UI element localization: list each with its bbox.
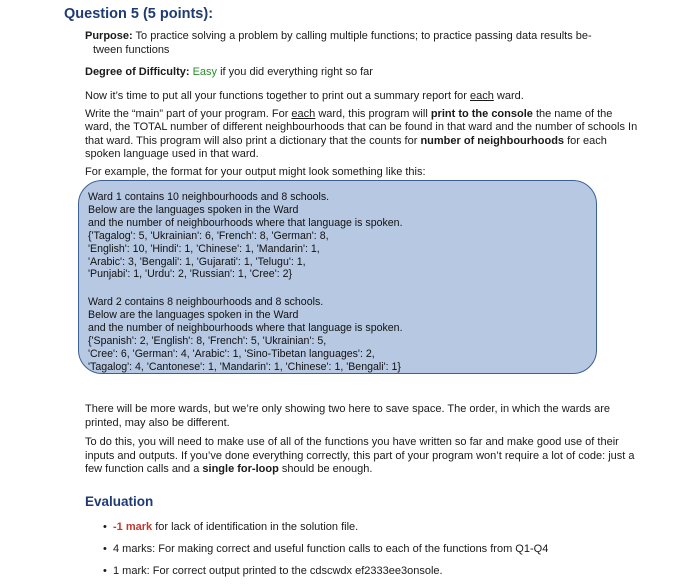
purpose-label: Purpose: — [85, 30, 133, 42]
intro-p1-underline: each — [469, 90, 494, 102]
purpose-text-2: tween functions — [93, 43, 170, 56]
bullet-icon: • — [103, 521, 107, 533]
output-line: Below are the languages spoken in the Ward — [88, 309, 299, 322]
note-p2-bold: single for-loop — [202, 463, 279, 476]
output-line: 'Punjabi': 1, 'Urdu': 2, 'Russian': 1, 'Cree': 2} — [88, 268, 293, 281]
output-line: 'Cree': 6, 'German': 4, 'Arabic': 1, 'Sino-Tibetan languages': 2, — [88, 347, 375, 360]
evaluation-item-text: for lack of identification in the solution file. — [152, 521, 359, 533]
penalty-marks: -1 mark — [113, 521, 153, 533]
purpose-text-1: To practice solving a problem by calling multiple functions; to practice passing data results be- — [135, 30, 592, 42]
intro-p2-underline: each — [291, 107, 316, 120]
output-line: 'Arabic': 3, 'Bengali': 1, 'Gujarati': 1, 'Telugu': 1, — [88, 255, 306, 268]
difficulty-level: Easy — [192, 66, 218, 78]
intro-paragraph-3: For example, the format for your output might look something like this: — [85, 165, 426, 178]
evaluation-item — [103, 543, 643, 565]
ward-1-output — [88, 191, 582, 281]
intro-p2-text-b: ward, this program will — [315, 107, 431, 120]
output-line: 'English': 10, 'Hindi': 1, 'Chinese': 1, 'Mandarin': 1, — [88, 242, 320, 255]
example-output-box — [78, 180, 597, 374]
bullet-icon: • — [103, 565, 107, 577]
output-line: Ward 1 contains 10 neighbourhoods and 8 schools. — [88, 191, 330, 203]
intro-p2-text: Write the “main” part of your program. For — [85, 107, 292, 120]
intro-paragraph-1 — [85, 90, 640, 104]
output-line: and the number of neighbourhoods where that language is spoken. — [88, 322, 403, 335]
intro-p2-bold-1: print to the console — [430, 107, 533, 120]
output-line: and the number of neighbourhoods where that language is spoken. — [88, 216, 403, 229]
evaluation-list — [103, 521, 643, 587]
evaluation-item-text: 4 marks: For making correct and useful function calls to each of the functions from Q1-Q4 — [113, 543, 549, 555]
ward-2-output — [88, 296, 582, 373]
output-line: {'Tagalog': 5, 'Ukrainian': 6, 'French': 8, 'German': 8, — [88, 229, 329, 242]
difficulty-rest: if you did everything right so far — [220, 66, 373, 78]
intro-p1-text: Now it’s time to put all your functions together to print out a summary report for — [85, 90, 470, 102]
output-line: 'Tagalog': 4, 'Cantonese': 1, 'Mandarin': 1, 'Chinese': 1, 'Bengali': 1} — [88, 360, 401, 373]
note-paragraph-2 — [85, 436, 640, 477]
intro-p2-text-c: the name of the ward, the TOTAL number of different neighbourhoods that can be found in that ward and the number of schools In that ward. This program will also print a dictionary that the counts for — [85, 107, 638, 147]
note-p2-end: should be enough. — [278, 463, 373, 476]
output-line: Below are the languages spoken in the Ward — [88, 203, 299, 216]
closing-notes — [85, 403, 640, 483]
instructions — [85, 90, 640, 184]
intro-p2-text-d: for each spoken language used in that ward. — [85, 134, 607, 161]
difficulty-section — [85, 66, 640, 80]
output-line: {'Spanish': 2, 'English': 8, 'French': 5, 'Ukrainian': 5, — [88, 335, 327, 348]
evaluation-item — [103, 521, 643, 543]
evaluation-item — [103, 565, 643, 587]
purpose-section — [85, 30, 640, 57]
bullet-icon: • — [103, 543, 107, 555]
note-p2-text: To do this, you will need to make use of all of the functions you have written so far and make good use of their inputs and outputs. If you’ve done everything correctly, this part of your program won’t require a lot of code: just a few function calls and a — [85, 436, 635, 476]
output-line: Ward 2 contains 8 neighbourhoods and 8 schools. — [88, 296, 324, 309]
evaluation-item-text: 1 mark: For correct output printed to the cdscwdx ef2333ee3onsole. — [113, 565, 443, 577]
note-paragraph-1: There will be more wards, but we’re only showing two here to save space. The order, in which the wards are printed, may also be different. — [85, 403, 610, 429]
question-title: Question 5 (5 points): — [64, 6, 214, 22]
intro-p2-bold-2: number of neighbourhoods — [420, 134, 565, 147]
intro-paragraph-2 — [85, 108, 640, 162]
intro-p1-end: ward. — [493, 90, 524, 102]
difficulty-label: Degree of Difficulty: — [85, 66, 190, 78]
evaluation-title: Evaluation — [85, 494, 154, 509]
